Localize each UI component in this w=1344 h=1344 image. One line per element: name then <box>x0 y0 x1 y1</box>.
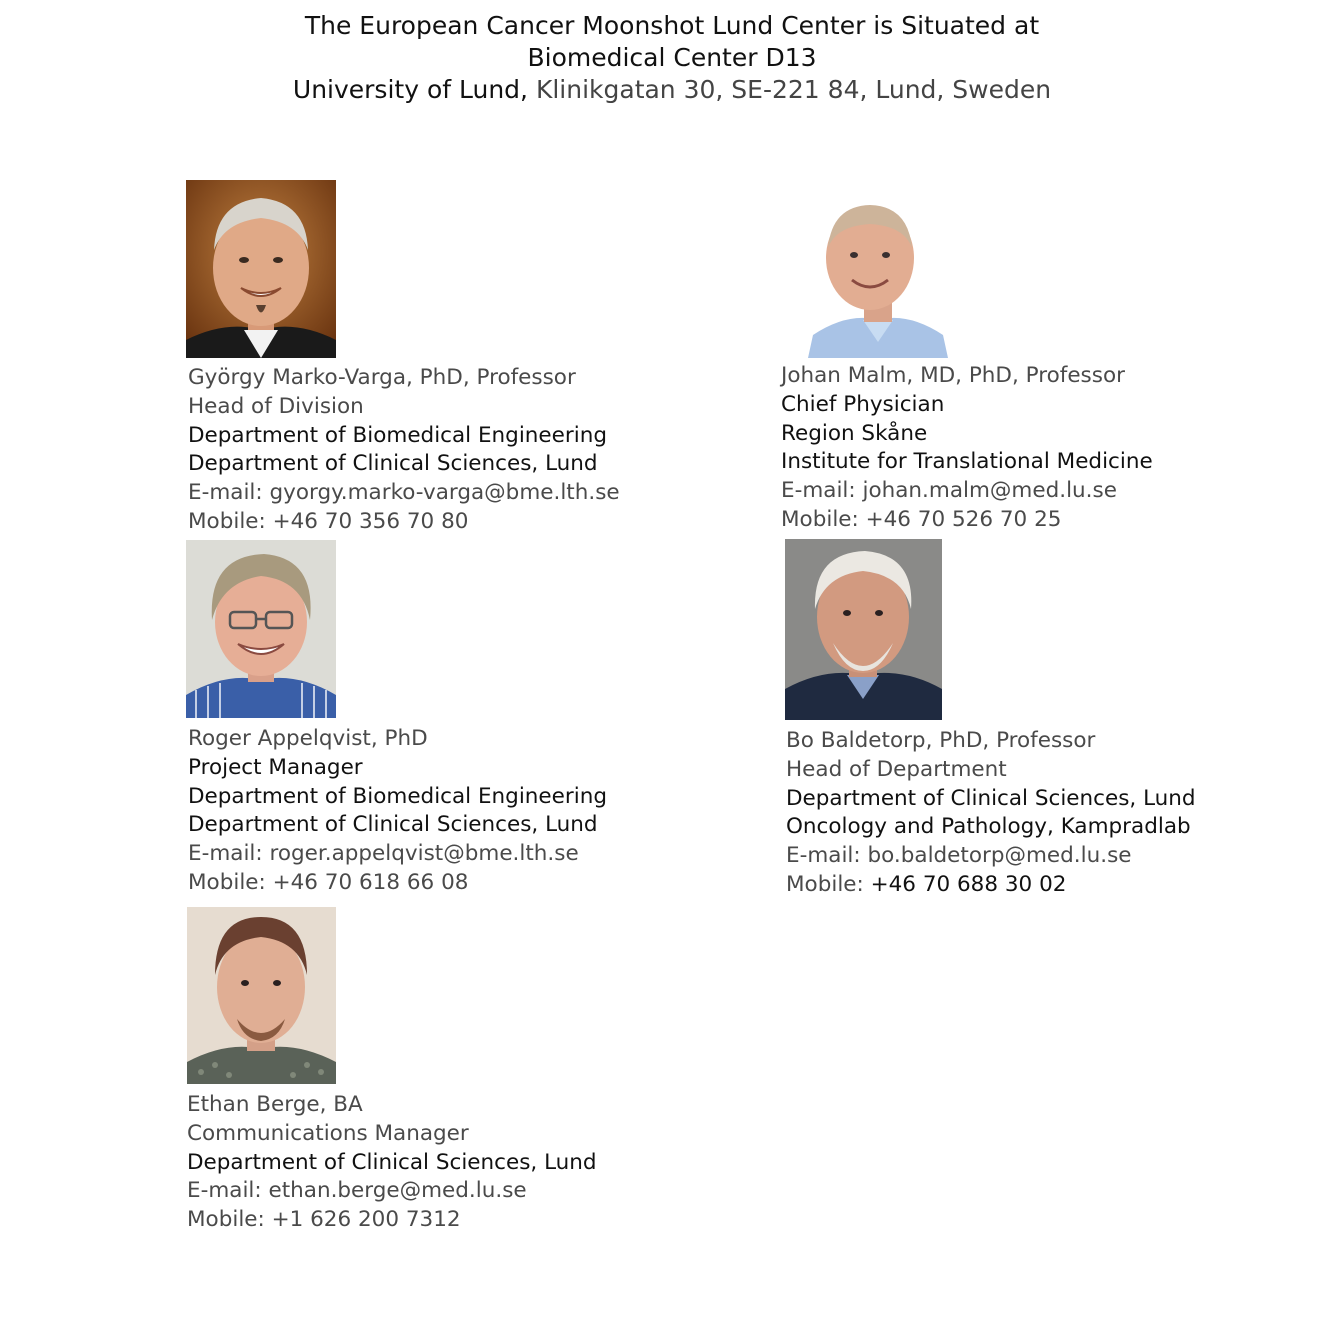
card-bo <box>786 727 1196 900</box>
person-department: Department of Biomedical Engineering <box>188 422 607 448</box>
person-email[interactable]: E-mail: roger.appelqvist@bme.lth.se <box>188 841 579 867</box>
person-name: Ethan Berge, BA <box>187 1092 363 1117</box>
mobile-number: +46 70 688 30 02 <box>870 871 1067 897</box>
person-department: Department of Biomedical Engineering <box>188 783 607 809</box>
header-university: University of Lund, <box>292 75 528 104</box>
person-department: Institute for Translational Medicine <box>781 449 1153 475</box>
person-role: Communications Manager <box>187 1120 469 1146</box>
person-department: Department of Clinical Sciences, Lund <box>188 812 598 838</box>
person-role: Project Manager <box>188 754 363 780</box>
card-johan <box>781 362 1153 535</box>
person-email[interactable]: E-mail: gyorgy.marko-varga@bme.lth.se <box>188 480 620 506</box>
person-mobile: Mobile: +46 70 356 70 80 <box>188 508 469 534</box>
person-email[interactable]: E-mail: bo.baldetorp@med.lu.se <box>786 843 1132 869</box>
person-mobile: Mobile: +1 626 200 7312 <box>187 1207 461 1233</box>
header-address: Klinikgatan 30, SE-221 84, Lund, Sweden <box>528 75 1052 104</box>
photo-bo <box>785 539 942 720</box>
card-gyorgy <box>188 364 620 537</box>
person-role: Chief Physician <box>781 391 945 417</box>
card-ethan <box>187 1091 597 1235</box>
photo-ethan <box>187 907 336 1084</box>
header-line-3 <box>0 74 1344 106</box>
person-name: György Marko-Varga, PhD, Professor <box>188 365 576 390</box>
photo-gyorgy <box>186 180 336 358</box>
person-name: Bo Baldetorp, PhD, Professor <box>786 728 1096 753</box>
person-role: Head of Department <box>786 756 1007 782</box>
person-name: Johan Malm, MD, PhD, Professor <box>781 363 1125 388</box>
person-department: Oncology and Pathology, Kampradlab <box>786 814 1191 840</box>
person-mobile <box>786 871 1196 900</box>
person-email[interactable]: E-mail: ethan.berge@med.lu.se <box>187 1178 527 1204</box>
photo-roger <box>186 540 336 718</box>
person-role: Head of Division <box>188 393 364 419</box>
person-name: Roger Appelqvist, PhD <box>188 726 428 751</box>
person-mobile: Mobile: +46 70 526 70 25 <box>781 506 1062 532</box>
header-line-1: The European Cancer Moonshot Lund Center is Situated at <box>304 11 1040 40</box>
page-header <box>0 10 1344 106</box>
person-department: Region Skåne <box>781 420 928 446</box>
person-department: Department of Clinical Sciences, Lund <box>187 1149 597 1175</box>
header-line-2: Biomedical Center D13 <box>527 43 817 72</box>
person-mobile: Mobile: +46 70 618 66 08 <box>188 869 469 895</box>
person-email[interactable]: E-mail: johan.malm@med.lu.se <box>781 478 1117 504</box>
mobile-label: Mobile: <box>786 871 871 897</box>
card-roger <box>188 725 607 898</box>
person-department: Department of Clinical Sciences, Lund <box>188 451 598 477</box>
person-department: Department of Clinical Sciences, Lund <box>786 785 1196 811</box>
photo-johan <box>808 200 948 358</box>
